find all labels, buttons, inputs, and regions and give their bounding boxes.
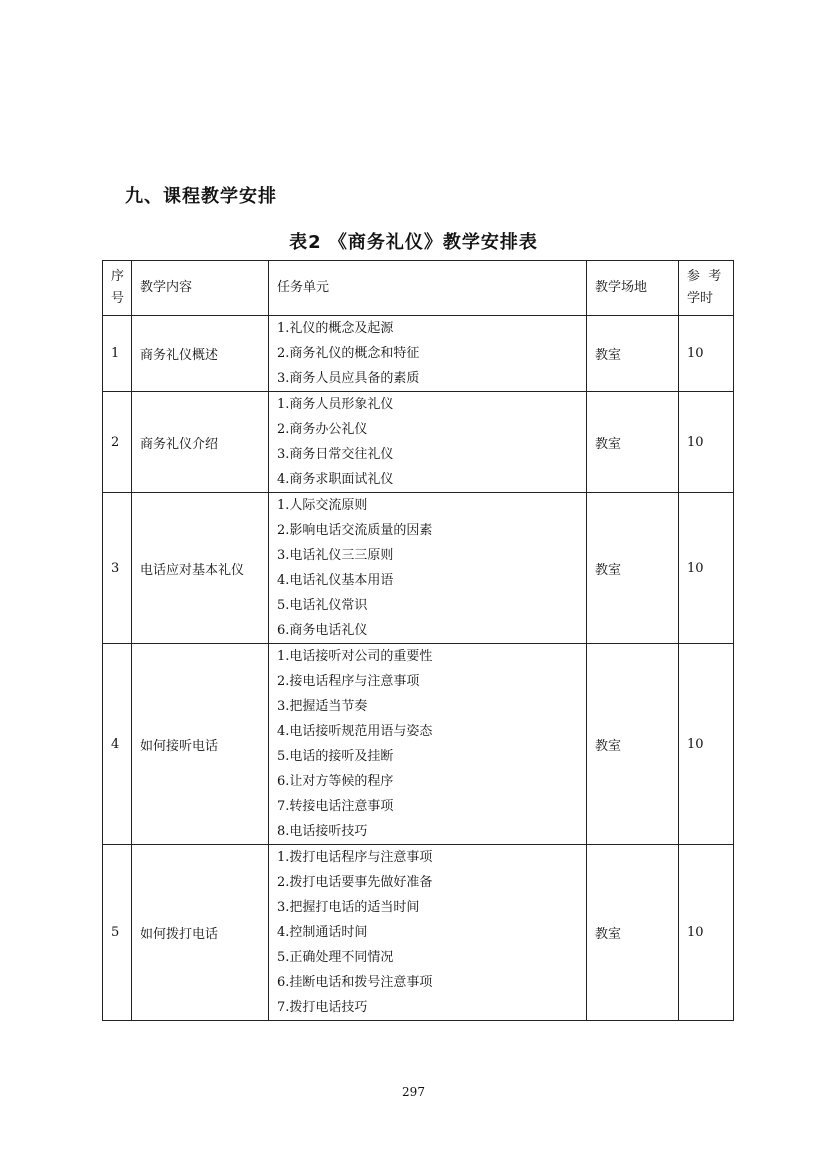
unit-item: 7.拨打电话技巧: [277, 1000, 368, 1015]
header-number-line1: 序: [111, 269, 125, 284]
table-body: [103, 316, 734, 1021]
section-heading: 九、课程教学安排: [125, 186, 277, 207]
row-units: [269, 644, 587, 845]
row-number: 4: [103, 644, 132, 845]
row-venue: 教室: [587, 316, 679, 392]
unit-item: 1.拨打电话程序与注意事项: [277, 850, 433, 865]
unit-item: 6.挂断电话和拨号注意事项: [277, 975, 433, 990]
unit-item: 4.控制通话时间: [277, 925, 368, 940]
unit-item: 3.商务人员应具备的素质: [277, 371, 420, 386]
table-row: [103, 644, 734, 845]
unit-item: 1.礼仪的概念及起源: [277, 321, 394, 336]
header-venue: 教学场地: [587, 261, 679, 316]
row-number: 2: [103, 392, 132, 493]
unit-item: 5.正确处理不同情况: [277, 950, 394, 965]
row-hours: 10: [679, 316, 734, 392]
unit-item: 5.电话的接听及挂断: [277, 749, 394, 764]
unit-item: 1.电话接听对公司的重要性: [277, 649, 433, 664]
row-number: 3: [103, 493, 132, 644]
unit-item: 3.商务日常交往礼仪: [277, 447, 394, 462]
unit-item: 4.电话礼仪基本用语: [277, 573, 394, 588]
unit-item: 2.接电话程序与注意事项: [277, 674, 420, 689]
unit-item: 7.转接电话注意事项: [277, 799, 394, 814]
header-row: [103, 261, 734, 316]
row-hours: 10: [679, 392, 734, 493]
row-units: [269, 493, 587, 644]
row-hours: 10: [679, 644, 734, 845]
row-hours: 10: [679, 845, 734, 1021]
header-number: [103, 261, 132, 316]
unit-item: 2.商务礼仪的概念和特征: [277, 346, 420, 361]
row-content: 如何接听电话: [132, 644, 269, 845]
row-content: 商务礼仪介绍: [132, 392, 269, 493]
row-units: [269, 845, 587, 1021]
row-venue: 教室: [587, 493, 679, 644]
teaching-schedule-table: [102, 260, 734, 1021]
unit-item: 3.电话礼仪三三原则: [277, 548, 394, 563]
table-header: [103, 261, 734, 316]
unit-item: 1.商务人员形象礼仪: [277, 397, 394, 412]
unit-item: 2.商务办公礼仪: [277, 422, 368, 437]
row-hours: 10: [679, 493, 734, 644]
unit-item: 5.电话礼仪常识: [277, 598, 368, 613]
unit-item: 3.把握适当节奏: [277, 699, 368, 714]
header-number-line2: 号: [111, 291, 125, 306]
table-row: [103, 845, 734, 1021]
unit-item: 3.把握打电话的适当时间: [277, 900, 420, 915]
unit-item: 2.拨打电话要事先做好准备: [277, 875, 433, 890]
header-hours-line2: 学时: [687, 291, 714, 306]
row-number: 1: [103, 316, 132, 392]
page-number: 297: [402, 1085, 425, 1099]
unit-item: 2.影响电话交流质量的因素: [277, 523, 433, 538]
row-venue: 教室: [587, 845, 679, 1021]
header-hours-line1: 参 考: [687, 269, 722, 284]
unit-item: 8.电话接听技巧: [277, 824, 368, 839]
row-units: [269, 392, 587, 493]
unit-item: 6.商务电话礼仪: [277, 623, 368, 638]
table-row: [103, 392, 734, 493]
unit-item: 4.电话接听规范用语与姿态: [277, 724, 433, 739]
row-units: [269, 316, 587, 392]
unit-item: 6.让对方等候的程序: [277, 774, 394, 789]
row-venue: 教室: [587, 392, 679, 493]
row-content: 商务礼仪概述: [132, 316, 269, 392]
unit-item: 1.人际交流原则: [277, 498, 368, 513]
header-units: 任务单元: [269, 261, 587, 316]
row-venue: 教室: [587, 644, 679, 845]
header-hours: [679, 261, 734, 316]
table-row: [103, 493, 734, 644]
unit-item: 4.商务求职面试礼仪: [277, 472, 394, 487]
table-row: [103, 316, 734, 392]
row-content: 如何拨打电话: [132, 845, 269, 1021]
row-content: 电话应对基本礼仪: [132, 493, 269, 644]
row-number: 5: [103, 845, 132, 1021]
table-title: 表2 《商务礼仪》教学安排表: [289, 232, 538, 253]
header-content: 教学内容: [132, 261, 269, 316]
